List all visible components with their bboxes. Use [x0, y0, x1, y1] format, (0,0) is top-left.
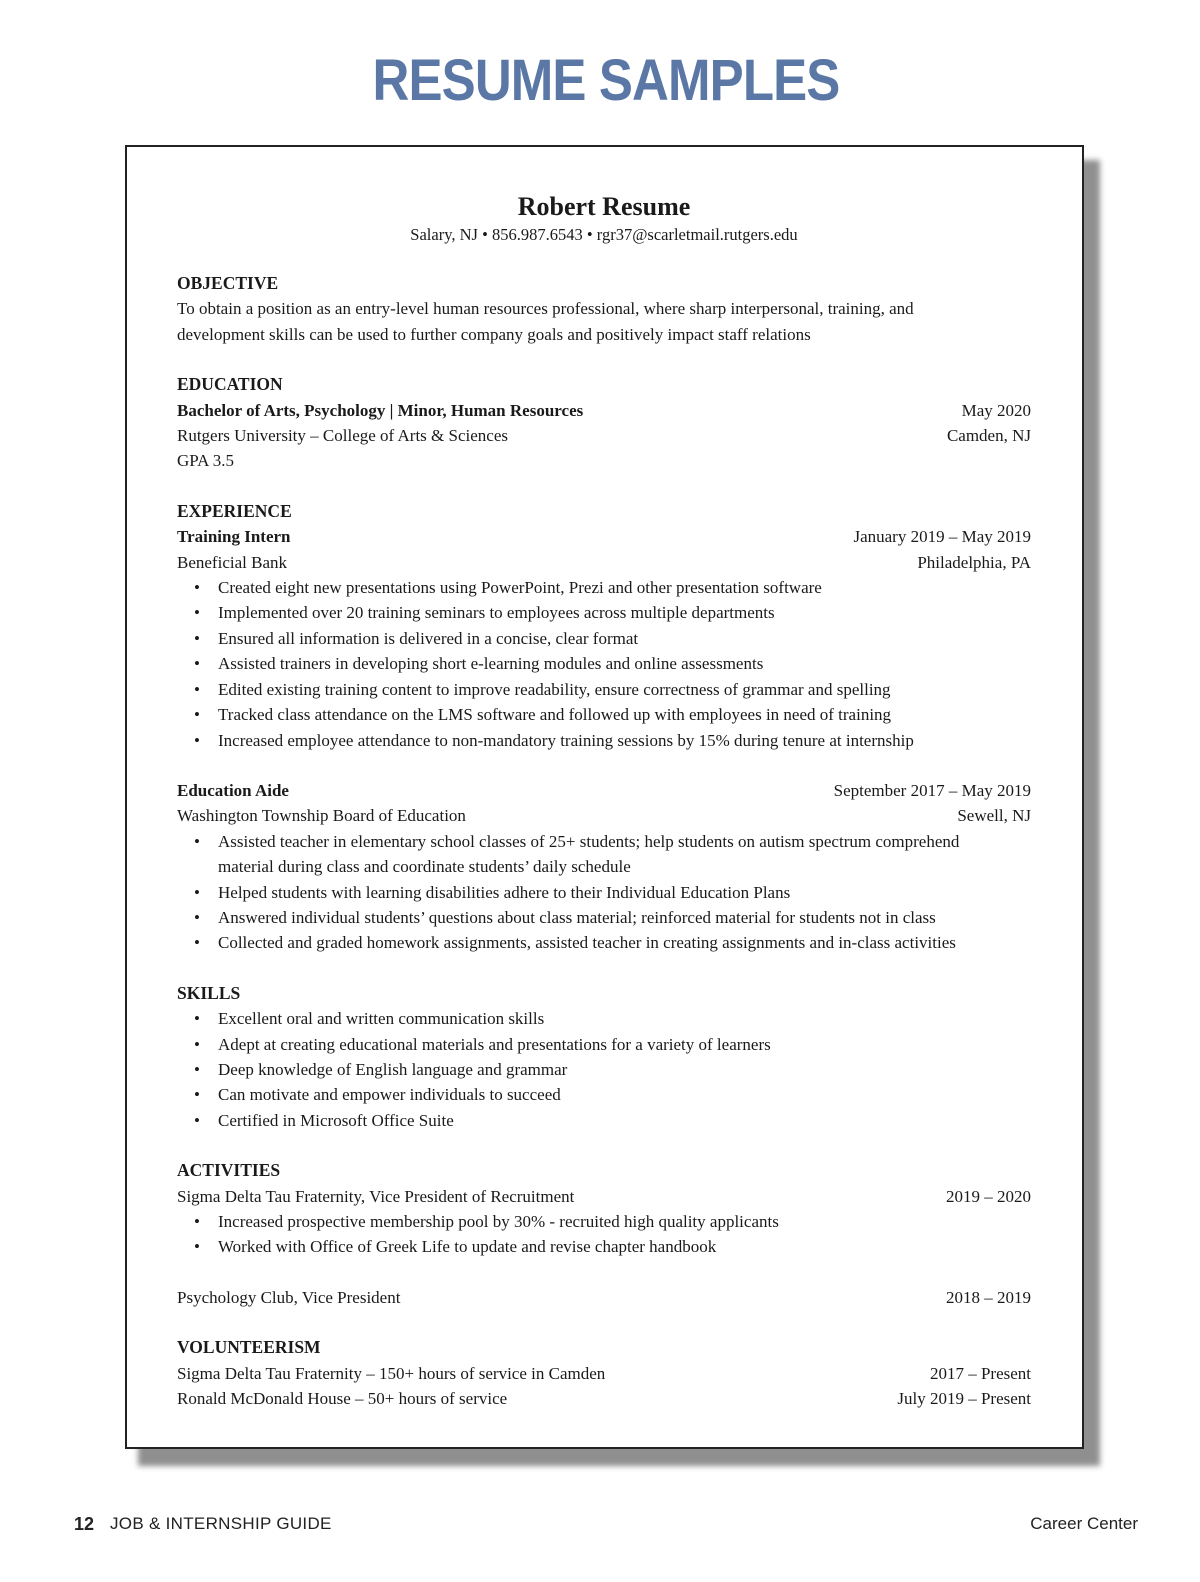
job-location: Sewell, NJ	[957, 806, 1031, 826]
volunteerism-section	[177, 1335, 1031, 1411]
job-employer: Washington Township Board of Education	[177, 806, 466, 826]
career-center-label: Career Center	[1030, 1514, 1138, 1533]
job-employer-row	[177, 550, 1031, 575]
skills-list	[177, 1006, 1031, 1133]
section-heading: VOLUNTEERISM	[177, 1337, 321, 1358]
degree-date: May 2020	[961, 400, 1031, 420]
school: Rutgers University – College of Arts & Sciences	[177, 426, 508, 446]
spacer	[177, 753, 1031, 778]
bullet-item: • Tracked class attendance on the LMS software and followed up with employees in need of training	[218, 702, 1031, 727]
job-bullets	[177, 829, 1031, 956]
section-heading: EDUCATION	[177, 374, 283, 395]
volunteer-dates: 2017 – Present	[929, 1363, 1031, 1383]
degree: Bachelor of Arts, Psychology | Minor, Human Resources	[177, 400, 584, 420]
job-employer-row	[177, 803, 1031, 828]
bullet-item: • Created eight new presentations using PowerPoint, Prezi and other presentation software	[218, 575, 1031, 600]
activity-bullets	[177, 1209, 1031, 1260]
job-title: Education Aide	[177, 780, 289, 800]
skill-item: • Can motivate and empower individuals to succeed	[218, 1082, 1031, 1107]
activities-section	[177, 1158, 1031, 1310]
volunteer-row	[177, 1386, 1031, 1411]
gpa: GPA 3.5	[177, 451, 235, 471]
resume-name: Robert Resume	[517, 192, 691, 221]
resume-document	[125, 145, 1084, 1449]
job-employer: Beneficial Bank	[177, 552, 287, 572]
page-number: 12	[74, 1514, 95, 1534]
section-heading: OBJECTIVE	[177, 273, 279, 293]
education-section	[177, 372, 1031, 474]
guide-title: JOB & INTERNSHIP GUIDE	[110, 1514, 332, 1533]
resume-contact: Salary, NJ • 856.987.6543 • rgr37@scarletmail.rutgers.edu	[410, 225, 798, 244]
activity-name: Psychology Club, Vice President	[177, 1287, 401, 1307]
job-location: Philadelphia, PA	[917, 552, 1031, 572]
bullet-item: • Assisted trainers in developing short e-learning modules and online assessments	[218, 651, 1031, 676]
volunteer-row	[177, 1361, 1031, 1386]
activity-name: Sigma Delta Tau Fraternity, Vice President of Recruitment	[177, 1186, 575, 1206]
bullet-item: • Assisted teacher in elementary school classes of 25+ students; help students on autism spectrum comprehend material during class and coordinate students’ daily schedule	[218, 829, 1011, 880]
job-dates: September 2017 – May 2019	[833, 780, 1031, 800]
objective-line: To obtain a position as an entry-level human resources professional, where sharp interpersonal, training, and	[177, 299, 914, 319]
job-bullets	[177, 575, 1031, 753]
objective-section	[177, 271, 1031, 347]
experience-section	[177, 499, 1031, 956]
activity-dates: 2019 – 2020	[946, 1186, 1031, 1206]
section-heading: SKILLS	[177, 982, 241, 1003]
bullet-item: • Increased prospective membership pool by 30% - recruited high quality applicants	[218, 1209, 1031, 1234]
resume-content	[177, 191, 1031, 1436]
bullet-item: • Edited existing training content to improve readability, ensure correctness of grammar and spelling	[218, 677, 1031, 702]
section-heading: ACTIVITIES	[177, 1160, 281, 1181]
skill-item: • Deep knowledge of English language and grammar	[218, 1057, 1031, 1082]
volunteer-name: Ronald McDonald House – 50+ hours of service	[177, 1389, 508, 1409]
job-dates: January 2019 – May 2019	[853, 527, 1031, 547]
volunteer-name: Sigma Delta Tau Fraternity – 150+ hours of service in Camden	[177, 1363, 606, 1383]
job-entry	[177, 524, 1031, 753]
skills-section	[177, 981, 1031, 1133]
spacer	[177, 1260, 1031, 1285]
education-school-row	[177, 423, 1031, 448]
job-title-row	[177, 778, 1031, 803]
page-title: RESUME SAMPLES	[372, 48, 840, 113]
page-footer	[0, 1514, 1200, 1538]
activity-row	[177, 1285, 1031, 1310]
skill-item: • Excellent oral and written communication skills	[218, 1006, 1031, 1031]
bullet-item: • Ensured all information is delivered in a concise, clear format	[218, 626, 1031, 651]
job-entry	[177, 778, 1031, 956]
activity-row	[177, 1184, 1031, 1209]
education-degree-row	[177, 398, 1031, 423]
objective-line: development skills can be used to further company goals and positively impact staff relations	[177, 324, 811, 344]
activity-dates: 2018 – 2019	[946, 1287, 1031, 1307]
skill-item: • Certified in Microsoft Office Suite	[218, 1108, 1031, 1133]
bullet-item: • Worked with Office of Greek Life to update and revise chapter handbook	[218, 1234, 1031, 1259]
volunteer-dates: July 2019 – Present	[897, 1389, 1031, 1409]
bullet-item: • Increased employee attendance to non-mandatory training sessions by 15% during tenure at internship	[218, 728, 1031, 753]
job-title-row	[177, 524, 1031, 549]
section-heading: EXPERIENCE	[177, 500, 292, 521]
bullet-item: • Implemented over 20 training seminars to employees across multiple departments	[218, 600, 1031, 625]
bullet-item: • Collected and graded homework assignments, assisted teacher in creating assignments and in-class activities	[218, 930, 1011, 955]
bullet-item: • Helped students with learning disabilities adhere to their Individual Education Plans	[218, 880, 1011, 905]
bullet-item: • Answered individual students’ questions about class material; reinforced material for students not in class	[218, 905, 1011, 930]
job-title: Training Intern	[177, 527, 291, 547]
school-location: Camden, NJ	[946, 426, 1031, 446]
skill-item: • Adept at creating educational materials and presentations for a variety of learners	[218, 1032, 1031, 1057]
